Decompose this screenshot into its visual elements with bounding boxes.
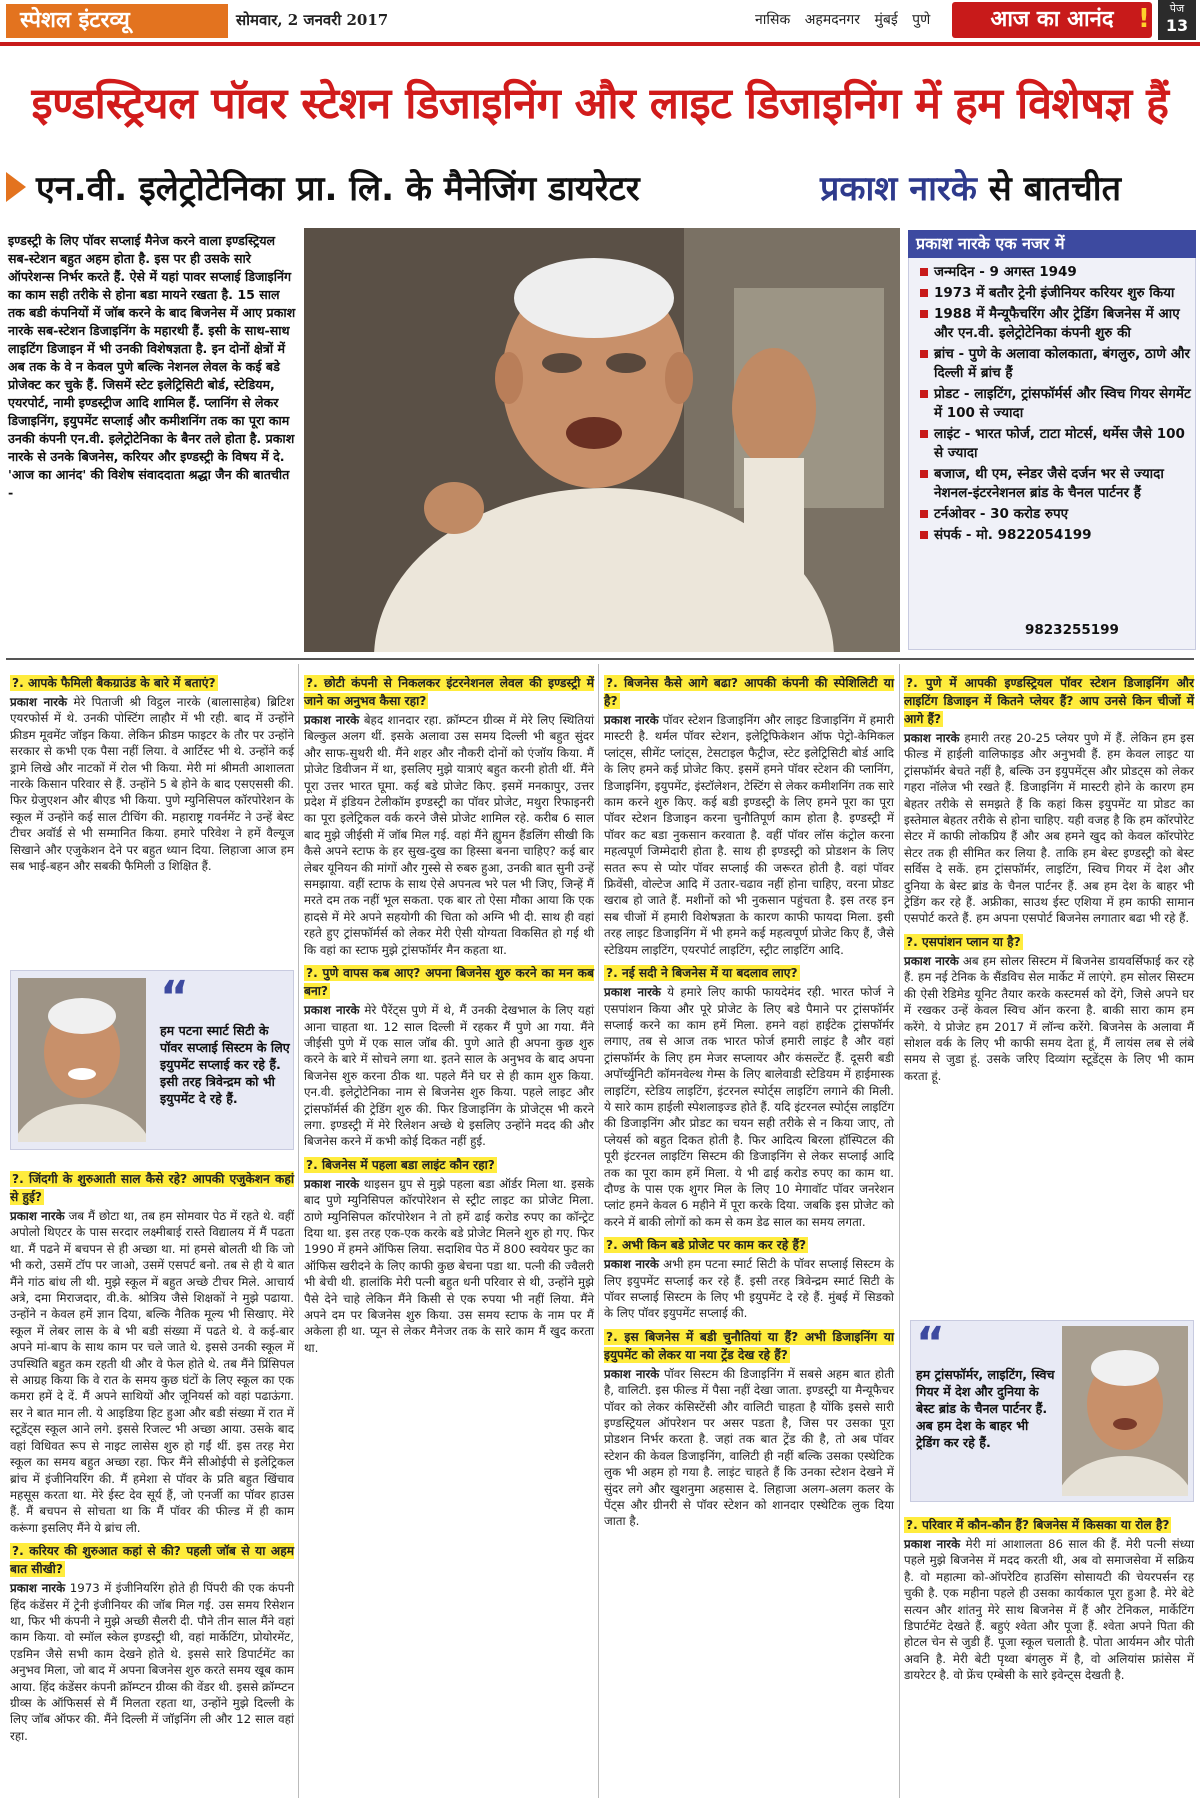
- column-divider: [899, 664, 900, 1798]
- speaker-label: प्रकाश नारके: [904, 731, 960, 745]
- answer-2-text: जब मैं छोटा था, तब हम सोमवार पेठ में रहते थे. वहीं अपोलो थिएटर के पास सरदार लक्ष्मीबाई रास्ते विद्यालय में मैं पढता था. मैं पढने में बचपन से ही अच्छा था. मां हमसे बोलती थी कि जो भी करो, उसमें टॉप पर जाओ, उसमें एसपर्ट बनो. तब से ही ये बात मैंने गांठ बांध ली थी. मुझे स्कूल में बहुत अच्छे टीचर मिले. आचार्य अत्रे, दमा मिराजदार, वी.के. श्रोत्रिय जैसे शिक्षकों ने मुझे पढाया. उन्होंने न केवल हमें ज्ञान दिया, बल्कि नैतिक मूल्य भी सिखाए. मेरे स्कूल में लेबर लास के बे भी बडी संख्या में पढते थे. वे कई-बार अपने मां-बाप के साथ काम पर चले जाते थे. इससे उनकी स्कूल में उपस्थिति बहुत कम रहती थी और वे फेल होते थे. तब मैंने प्रिंसिपल से आग्रह किया कि वे रात के समय कुछ घंटों के लिए स्कूल का एक कमरा हमें दे दें. मैं अपने साथियों और जूनियर्स को वहां पढाऊंगा. सर ने बात मान ली. ये आइडिया हिट हुआ और बडी संख्या में रात में स्टूडेंट्स स्कूल आने लगे. इससे रिजल्ट भी अच्छा आया. उसके बाद वहां विधिवत रूप से नाइट लासेस शुरु हो गईं थीं. इस तरह मेरा स्कूल का समय बहुत अच्छा रहा. फिर मैंने सीओईपी से इलेट्रिकल ब्रांच में इंजीनियरिंग की. मैं हमेशा से पॉवर के प्रति बहुत खिंचाव महसूस करता था. मेरे ईस्ट देव सूर्य हैं, जो एनर्जी का पॉवर हाउस हैं. मैं बचपन से सोचता था कि मैं पॉवर की फील्ड में ही काम करूंगा इसलिए मैंने ये ब्रांच ली.: [10, 1209, 294, 1535]
- speaker-label: प्रकाश नारके: [304, 1003, 360, 1018]
- speaker-label: प्रकाश नारके: [604, 985, 661, 1000]
- column-2: [304, 668, 594, 1356]
- interview-suffix: से बातचीत: [976, 169, 1121, 209]
- answer-5-text: मेरे पैरेंट्स पुणे में थे, मैं उनकी देखभाल के लिए यहां आना चाहता था. 12 साल दिल्ली में रहकर मैं पुणे आ गया. मैंने जीईसी पुणे में एक साल जॉब की. पुणे आते ही अपना कुछ शुरु करने के बारे में सोचने लगा था. इतने साल के अनुभव के बाद अपना बिजनेस शुरु करना ठीक था. पहले मैंने घर से ही काम शुरु किया. एन.वी. इलेट्रोटेनिका नाम से बिजनेस शुरु किया. पहले लाइट और ट्रांसफॉर्मर्स की ट्रेडिंग शुरु की. फिर डिजाइनिंग के प्रोजेट्स भी करने लगा. इण्डस्ट्री में मेरे रिलेशन अच्छे थे इसलिए उन्होंने मदद की और बिजनेस करने में कभी कोई दिकत नहीं हुई.: [304, 1003, 595, 1149]
- brand-exclamation: !: [1138, 4, 1150, 34]
- headline: इण्डस्ट्रियल पॉवर स्टेशन डिजाइनिंग और लाइट डिजाइनिंग में हम विशेषज्ञ हैं: [31, 79, 1169, 129]
- speaker-label: प्रकाश नारके: [10, 1209, 65, 1223]
- fact-birthday: जन्मदिन - 9 अगस्त 1949: [920, 263, 1192, 282]
- answer-13-text: मेरी मां आशालता 86 साल की हैं. मेरी पत्नी संध्या पहले मुझे बिजनेस में मदद करती थी, अब वो समाजसेवा में सक्रिय है. वो महात्मा को-ऑपरेटिव हाउसिंग सोसायटी की चेयरपर्सन रह चुकी है. एक महीना पहले ही उसका कार्यकाल पूरा हुआ है. मेरे बेटे सत्यन और शांतनु मेरे साथ बिजनेस में हैं और टेनिकल, मार्केटिंग डिपार्टमेंट देखते हैं. बहुएं श्वेता और पूजा हैं. श्वेता अपने पिता की होटल चेन से जुडी हैं. पूजा स्कूल चलाती है. पोता आर्यमन और पोती अवनि है. मेरी बेटी पृथ्वा बंगलुरु में है, वो अलियांस फ्रांसेस में डायरेटर है. वो फ्रेंच एम्बेसी के सारे इवेन्ट्स देखती है.: [904, 1537, 1195, 1683]
- issue-date: सोमवार, 2 जनवरी 2017: [236, 11, 389, 29]
- speaker-label: प्रकाश नारके: [604, 1257, 659, 1272]
- column-1-top: [10, 668, 294, 874]
- portrait-thumb-2: [1062, 1326, 1188, 1496]
- column-3: [604, 668, 894, 1530]
- answer-10-text: पॉवर सिस्टम की डिजाइनिंग में सबसे अहम बात होती है, वालिटी. इस फील्ड में पैसा नहीं देखा जाता. इण्डस्ट्री या मैन्यूफैचर पॉवर को लेकर कंसिस्टेंसी और वालिटी चाहता है योंकि इससे सारी इण्डस्ट्रियल ऑपरेशन पर असर पडता है, जिस पर उसका पूरा प्रोडशन निर्भर करता है. जहां तक बात ट्रेंड की है, तो अब पॉवर स्टेशन की केवल डिजाइनिंग, वालिटी ही नहीं बल्कि उसका एस्थेटिक लुक भी अहम हो गया है. लाइंट चाहते हैं कि उनका स्टेशन देखने में सुंदर लगे और खुशनुमा अहसास दे. लिहाजा अलग-अलग कलर के पेंट्स और ग्रीनरी से पॉवर स्टेशन को शानदार एस्थेटिक लुक दिया जाता है.: [604, 1366, 895, 1529]
- question-6: ?. बिजनेस में पहला बडा लाइंट कौन रहा?: [306, 1157, 495, 1172]
- portrait-illustration: [304, 228, 900, 652]
- fact-products: प्रोडट - लाइटिंग, ट्रांसफॉर्मर्स और स्विच गियर सेगमेंट में 100 से ज्यादा: [920, 385, 1192, 423]
- pull-quote-photo: [18, 978, 146, 1142]
- profile-facts-list: [920, 263, 1192, 547]
- column-4-top: [904, 668, 1194, 1084]
- contact-number-2: 9823255199: [1025, 622, 1119, 638]
- arrow-icon: [6, 172, 26, 202]
- question-9: ?. अभी किन बडे प्रोजेट पर काम कर रहे हैं?: [606, 1238, 807, 1253]
- intro-paragraph: इण्डस्ट्री के लिए पॉवर सप्लाई मैनेज करने वाला इण्डस्ट्रियल सब-स्टेशन बहुत अहम होता है. इस पर ही उसके सारे ऑपरेशन्स निर्भर करते हैं. ऐसे में यहां पावर सप्लाई डिजाइनिंग का काम सही तरीके से होना बडा मायने रखता है. 15 साल तक बडी कंपनियों में जॉब करने के बाद बिजनेस में आए प्रकाश नारके सब-स्टेशन डिजाइनिंग के महारथी हैं. इसी के साथ-साथ लाइटिंग डिजाइन में भी उनकी विशेषज्ञता है. इन दोनों क्षेत्रों में अब तक के वे न केवल पुणे बल्कि नेशनल लेवल के कई बडे प्रोजेक्ट कर चुके हैं. जिसमें स्टेट इलेट्रिसिटी बोर्ड, स्टेडियम, एयरपोर्ट, नामी इण्डस्ट्रीज आदि शामिल हैं. प्लानिंग से लेकर डिजाइनिंग, इयुपमेंट सप्लाई और कमीशनिंग तक का पूरा काम उनकी कंपनी एन.वी. इलेट्रोटेनिका के बैनर तले होता है. प्रकाश नारके से उनके बिजनेस, करियर और इण्डस्ट्री के विषय में दे. 'आज का आनंद' की विशेष संवाददाता श्रद्धा जैन की बातचीत -: [8, 233, 296, 500]
- speaker-label: प्रकाश नारके: [304, 713, 360, 727]
- answer-12-text: अब हम सोलर सिस्टम में बिजनेस डायवर्सिफाई कर रहे हैं. हम नई टेनिक के सैंडविच सेल मार्केट में लाएंगे. हम सोलर सिस्टम की ऐसी रेडिमेड यूनिट तैयार करके कस्टमर्स को देंगे, जिसे अपने घर में रखकर उन्हें केवल स्विच ऑन करना है. बाकी सारा काम हम करेंगे. ये प्रोजेट हम 2017 में लॉन्च करेंगे. बिजनेस के अलावा मैं सोशल वर्क के लिए भी काफी समय देता हूं, मैं लायंस लब से लंबे समय से जुडा हूं. उसके जरिए दिव्यांग स्टूडेंट्स के लिए भी काम करता हूं.: [904, 953, 1194, 1083]
- speaker-label: प्रकाश नारके: [10, 1581, 66, 1596]
- question-3: ?. करियर की शुरुआत कहां से की? पहली जॉब से या अहम बात सीखी?: [10, 1544, 294, 1577]
- question-1: ?. आपके फैमिली बैकग्राउंड के बारे में बताएं?: [12, 676, 216, 690]
- column-divider: [298, 664, 299, 1798]
- answer-8-text: ये हमारे लिए काफी फायदेमंद रही. भारत फोर्ज ने एसपांशन किया और पूरे प्रोजेट के लिए बडे पैमाने पर ट्रांसफॉर्मर सप्लाई करने का काम हमें मिला. हमने वहां हाईटेक ट्रांसफॉर्मर लगाए, तब से आज तक भारत फोर्ज हमारी लाइंट है और वहां ट्रांसफॉर्मर के लिए हम मेजर सप्लायर और कंसल्टेंट हैं. दूसरी बडी अपॉर्च्युनिटी कॉमनवेल्थ गेम्स के लिए बालेवाडी स्टेडियम में हाईमास्क लाइटिंग, स्टेडिय लाइटिंग, इंटरनल स्पोर्ट्स लाइटिंग लगाने की मिली. ये सारे काम हाईली स्पेशलाइज्ड होते हैं. यदि इंटरनल स्पोर्ट्स लाइटिंग की डिजाइनिंग और प्रोडट का चयन सही तरीके से न किया जाए, तो प्लेयर्स को बहुत दिकत होती है. फिर आदित्य बिरला हॉस्पिटल की पूरी इंटरनल लाइटिंग सिस्टम की डिजाइनिंग से लेकर सप्लाई आदि तक का पूरा काम हमें मिला. ये भी ढाई करोड रुपए का काम था. दौण्ड के पास एक शुगर मिल के लिए 10 मेगावॉट पॉवर जनरेशन प्लांट हमने केवल 6 महीने में पूरा करके दिया. जबकि इस प्रोजेट को करने में बाकी लोगों को कम से कम डेढ साल का समय लगता.: [604, 985, 894, 1229]
- answer-1-text: मेरे पिताजी श्री विट्ठल नारके (बालासाहेब) ब्रिटिश एयरफोर्स में थे. उनकी पोस्टिंग लाहौर में भी रही. बाद में उन्होंने फ्रीडम मूवमेंट जॉइन किया. लेकिन फ्रीडम फाइटर के तौर पर उन्होंने सरकार से कभी एक पैसा नहीं लिया. वे आर्टिस्ट भी थे. उन्होंने कई ड्रामे लिखे और नाटकों में रोल भी किया. मेरी मां श्रीमती आशालता नारके किसान परिवार से हैं. उन्होंने 5 बे होने के बाद एसएससी की. फिर ग्रेजुएशन और बीएड भी किया. पुणे म्युनिसिपल कॉरपोरेशन के स्कूल में उन्होंने कई साल टीचिंग की. महाराष्ट्र गवर्नमेंट ने उन्हें बेस्ट टीचर अवॉर्ड से भी सम्मानित किया. हमारे परिवेश ने हमें वैल्यूज सिखाने और एजुकेशन देने पर बहुत ध्यान दिया. लिहाजा आज हम सब भाई-बहन और सबकी फैमिली उ शिक्षित हैं.: [10, 695, 295, 874]
- page-label: पेज: [1169, 2, 1185, 15]
- question-10: ?. इस बिजनेस में बडी चुनौतियां या हैं? अभी डिजाइनिंग या इयुपमेंट को लेकर या नया ट्रेंड देख रहे हैं?: [604, 1329, 894, 1362]
- fact-business-start: 1988 में मैन्यूफैचरिंग और ट्रेडिंग बिजनेस में आए और एन.वी. इलेट्रोटेनिका कंपनी शुरु की: [920, 305, 1192, 343]
- speaker-label: प्रकाश नारके: [304, 1176, 360, 1191]
- interview-byline: [820, 164, 1121, 210]
- portrait-thumb: [18, 978, 146, 1142]
- page-number-box: [1158, 0, 1196, 40]
- answer-9-text: अभी हम पटना स्मार्ट सिटी के पॉवर सप्लाई सिस्टम के लिए इयुपमेंट सप्लाई कर रहे हैं. इसी तरह त्रिवेन्द्रम स्मार्ट सिटी के पॉवर सप्लाई सिस्टम के लिए भी इयुपमेंट दे रहे हैं. मुंबई में सिडको के लिए पॉवर इयुपमेंट सप्लाई की.: [604, 1257, 894, 1321]
- question-13: ?. परिवार में कौन-कौन हैं? बिजनेस में किसका या रोल है?: [906, 1518, 1170, 1532]
- fact-turnover: टर्नओवर - 30 करोड रुपए: [920, 505, 1192, 524]
- interviewee-photo: [304, 228, 900, 652]
- pull-quote-text-2: हम ट्रांसफॉर्मर, लाइटिंग, स्विच गियर में देश और दुनिया के बेस्ट ब्रांड के चैनल पार्टनर हैं. अब हम देश के बाहर भी ट्रेडिंग कर रहे हैं.: [916, 1367, 1055, 1450]
- newspaper-brand: आज का आनंद: [952, 2, 1152, 38]
- pull-quote-photo-2: [1062, 1326, 1188, 1496]
- top-rule: [0, 42, 1200, 46]
- speaker-label: प्रकाश नारके: [10, 695, 68, 709]
- question-11: ?. पुणे में आपकी इण्डस्ट्रियल पॉवर स्टेशन डिजाइनिंग और लाइटिंग डिजाइन में कितने प्लेयर हैं? आप उनसे किन चीजों में आगे हैं?: [904, 676, 1194, 726]
- fact-partners: बजाज, थी एम, स्नेडर जैसे दर्जन भर से ज्यादा नेशनल-इंटरनेशनल ब्रांड के चैनल पार्टनर हैं: [920, 465, 1192, 503]
- fact-branches: ब्रांच - पुणे के अलावा कोलकाता, बंगलुरु, ठाणे और दिल्ली में ब्रांच हैं: [920, 345, 1192, 383]
- question-4: ?. छोटी कंपनी से निकलकर इंटरनेशनल लेवल की इण्डस्ट्री में जाने का अनुभव कैसा रहा?: [304, 676, 594, 708]
- page-number: 13: [1165, 16, 1189, 35]
- answer-11-text: हमारी तरह 20-25 प्लेयर पुणे में हैं. लेकिन हम इस फील्ड में हाईली वालिफाइड और अनुभवी हैं. हम केवल लाइट या ट्रांसफॉर्मर बेचते नहीं है, बल्कि उन इयुपमेंट्स और प्रोडट्स को लेकर गहरा नॉलेज भी रखते हैं. डिजाइनिंग में मास्टरी होने के कारण हम बेहतर तरीके से समझते हैं कि कहां किस इयुपमेंट या प्रोडट का इस्तेमाल बेहतर तरीके से होना चाहिए. यही वजह है कि हम कॉरपोरेट सेटर में काफी लोकप्रिय हैं और अब हमने खुद को केवल कॉरपोरेट सेटर तक ही सीमित कर लिया है. ताकि हम बेस्ट इण्डस्ट्री को बेस्ट सर्विस दे सकें. हम ट्रांसफॉर्मर, लाइटिंग, स्विच गियर में देश और दुनिया के बेस्ट ब्रांड के चैनल पार्टनर हैं. अब हम देश के बाहर भी ट्रेडिंग कर रहे हैं. अफ्रीका, साउथ ईस्ट एशिया में हम काफी सामान एसपोर्ट करते हैं. हम अपना एसपोर्ट बिजनेस लगातार बढा भी रहे हैं.: [904, 731, 1195, 926]
- question-12: ?. एसपांशन प्लान या है?: [906, 934, 1021, 949]
- question-8: ?. नई सदी ने बिजनेस में या बदलाव लाए?: [606, 966, 798, 981]
- answer-7-text: पॉवर स्टेशन डिजाइनिंग और लाइट डिजाइनिंग में हमारी मास्टरी है. थर्मल पॉवर स्टेशन, इलेट्रिफिकेशन ऑफ पेट्रो-केमिकल प्लांट्स, सीमेंट प्लांट्स, टेसटाइल फैट्रीज, स्टेट इलेट्रिसिटी बोर्ड आदि के लिए हमने कई प्रोजेट किए. इसमें हमने पॉवर स्टेशन की प्लानिंग, डिजाइनिंग, इयुपमेंट, इंस्टॉलेशन, टेस्टिंग से लेकर कमीशनिंग तक सारे काम करने शुरु किए. कई बडी इण्डस्ट्री के लिए हमने पूरा का पूरा पॉवर स्टेशन डिजाइन करना चुनौतिपूर्ण काम होता है. इण्डस्ट्री में पॉवर कट बडा नुकसान करवाता है. वहीं पॉवर लॉस कंट्रोल करना महत्वपूर्ण जिम्मेदारी होता है. साथ ही इण्डस्ट्री को प्रोडशन के लिए सतत रूप से प्योर पॉवर सप्लाई की जरूरत होती है. वहां पॉवर फ्रिवेंसी, वोल्टेज आदि में उतार-चढाव नहीं होना चाहिए, वरना प्रोडट खराब हो जाते हैं. मशीनों को भी नुकसान पहुंचता है. इस तरह इन सब चीजों में हमारी विशेषज्ञता के कारण काफी फायदा मिला. इसी तरह लाइट डिजाइनिंग में भी हमने कई महत्वपूर्ण प्रोजेट किए हैं, जैसे स्टेडियम लाइटिंग, एयरपोर्ट लाइटिंग, स्ट्रीट लाइटिंग आदि.: [604, 713, 894, 957]
- answer-4-text: बेहद शानदार रहा. क्रॉम्प्टन ग्रीव्स में मेरे लिए स्थितियां बिल्कुल अलग थीं. इसके अलावा उस समय दिल्ली भी बहुत सुंदर और साफ-सुथरी थी. मैंने शहर और नौकरी दोनों को एंजॉय किया. मैं प्रोजेट डिवीजन में था, इसलिए मुझे यात्राएं बहुत करनी होती थीं. मैंने पूरा उत्तर भारत घूमा. कई बडे प्रोजेट किए. इसमें मनकापुर, उत्तर प्रदेश में इंडियन टेलीकॉम इण्डस्ट्री का पॉवर प्रोजेट, मथुरा रिफाइनरी का पूरा इलेट्रिकल वर्क करने जैसे प्रोजेट शामिल रहे. करीब 6 साल बाद मुझे जीईसी में जॉब मिल गई. वहां मैंने ह्युमन हैंडलिंग सीखी कि कैसे अपने स्टाफ के हर सुख-दुख का हिस्सा बनना चाहिए? कई बार लेबर यूनियन की मांगों और गुस्से से रुबरु हुआ, उनकी बात सुनी उन्हें समझाया. वहीं स्टाफ के साथ ऐसे अपनत्व भरे पल भी जिए, जिन्हें मैं मरते दम तक नहीं भूल सकता. एक बार तो ऐसा मौका आया कि एक हादसे में मेरे अपने सहयोगी की चिता को अग्नि भी दी. साथ ही वहां रहते हुए ट्रांसफॉर्मर्स को लेकर मेरी ऐसी योग्यता विकसित हो गई थी कि वहां का स्टाफ मुझे ट्रांसफॉर्मर मैन कहता था.: [304, 713, 594, 957]
- speaker-label: प्रकाश नारके: [604, 1366, 660, 1381]
- fact-contact: संपर्क - मो. 9822054199: [920, 526, 1192, 545]
- question-2: ?. जिंदगी के शुरुआती साल कैसे रहे? आपकी एजुकेशन कहां से हुई?: [10, 1172, 294, 1204]
- question-5: ?. पुणे वापस कब आए? अपना बिजनेस शुरु करने का मन कब बना?: [304, 966, 594, 999]
- speaker-label: प्रकाश नारके: [604, 713, 659, 727]
- interviewee-name: प्रकाश नारके: [820, 169, 977, 209]
- quote-mark-icon: “: [916, 1318, 945, 1369]
- profile-box-title: प्रकाश नारके एक नजर में: [908, 230, 1196, 258]
- fact-career-start: 1973 में बतौर ट्रेनी इंजीनियर करियर शुरु किया: [920, 284, 1192, 303]
- section-label: स्पेशल इंटरव्यू: [6, 4, 228, 38]
- column-divider: [598, 664, 599, 1798]
- speaker-label: प्रकाश नारके: [904, 1537, 961, 1551]
- fact-clients: लाइंट - भारत फोर्ज, टाटा मोटर्स, थर्मेस जैसे 100 से ज्यादा: [920, 425, 1192, 463]
- speaker-label: प्रकाश नारके: [904, 953, 959, 968]
- answer-3-text: 1973 में इंजीनियरिंग होते ही पिंपरी की एक कंपनी हिंद कंडेंसर में ट्रेनी इंजीनियर की जॉब मिल गई. उस समय रिसेशन था, फिर भी कंपनी ने मुझे अच्छी सैलरी दी. पौने तीन साल मैंने वहां काम किया. वो स्मॉल स्केल इण्डस्ट्री थी, वहां मार्केटिंग, प्रोयोरमेंट, एडमिन जैसे सभी काम देखने होते थे. इससे सारे डिपार्टमेंट का अनुभव मिला, जो बाद में अपना बिजनेस शुरु करते समय खूब काम आया. हिंद कंडेंसर कंपनी क्रॉम्प्टन ग्रीव्स की वेंडर थी. इससे क्रॉम्प्टन ग्रीव्स के ऑफिसर्स से मैं मिलता रहता था, उन्होंने मुझे दिल्ली के लिए जॉब ऑफर की. मैंने दिल्ली में जॉइनिंग ली और 12 साल वहां रहा.: [10, 1581, 295, 1743]
- section-divider: [6, 658, 1194, 660]
- answer-6-text: थाइसन ग्रुप से मुझे पहला बडा ऑर्डर मिला था. इसके बाद पुणे म्युनिसिपल कॉरपोरेशन से स्ट्रीट लाइट का प्रोजेट मिला. ठाणे म्युनिसिपल कॉरपोरेशन ने तो हमें ढाई करोड रुपए का कॉन्ट्रेट दिया था. इस तरह एक-एक करके बडे प्रोजेट मिलने शुरु हो गए. फिर 1990 में हमने ऑफिस लिया. सदाशिव पेठ में 800 स्वयेयर फुट का ऑफिस खरीदने के लिए काफी कुछ बेचना पडा था. पत्नी की ज्वैलरी भी बेची थी. हालांकि मेरी पत्नी बहुत धनी परिवार से थी, उन्होंने मुझे पैसे देने चाहे लेकिन मैंने किसी से एक रुपया भी नहीं लिया. मैंने अपने दम पर बिजनेस शुरु किया. उस समय स्टाफ के नाम पर मैं अकेला ही था. प्यून से लेकर मैनेजर तक के सारे काम मैं खुद करता था.: [304, 1176, 594, 1355]
- answer-1: [10, 694, 294, 874]
- quote-mark-icon: “: [160, 972, 189, 1023]
- column-4-bottom: [904, 1510, 1194, 1684]
- subheadline: एन.वी. इलेट्रोटेनिका प्रा. लि. के मैनेजिंग डायरेटर: [36, 169, 640, 209]
- column-1-bottom: [10, 1164, 294, 1744]
- pull-quote-text: हम पटना स्मार्ट सिटी के पॉवर सप्लाई सिस्टम के लिए इयुपमेंट सप्लाई कर रहे हैं. इसी तरह त्रिवेन्द्रम को भी इयुपमेंट दे रहे हैं.: [160, 1023, 290, 1106]
- question-7: ?. बिजनेस कैसे आगे बढा? आपकी कंपनी की स्पेशिलिटी या है?: [604, 676, 894, 708]
- edition-cities: नासिक अहमदनगर मुंबई पुणे: [755, 12, 931, 28]
